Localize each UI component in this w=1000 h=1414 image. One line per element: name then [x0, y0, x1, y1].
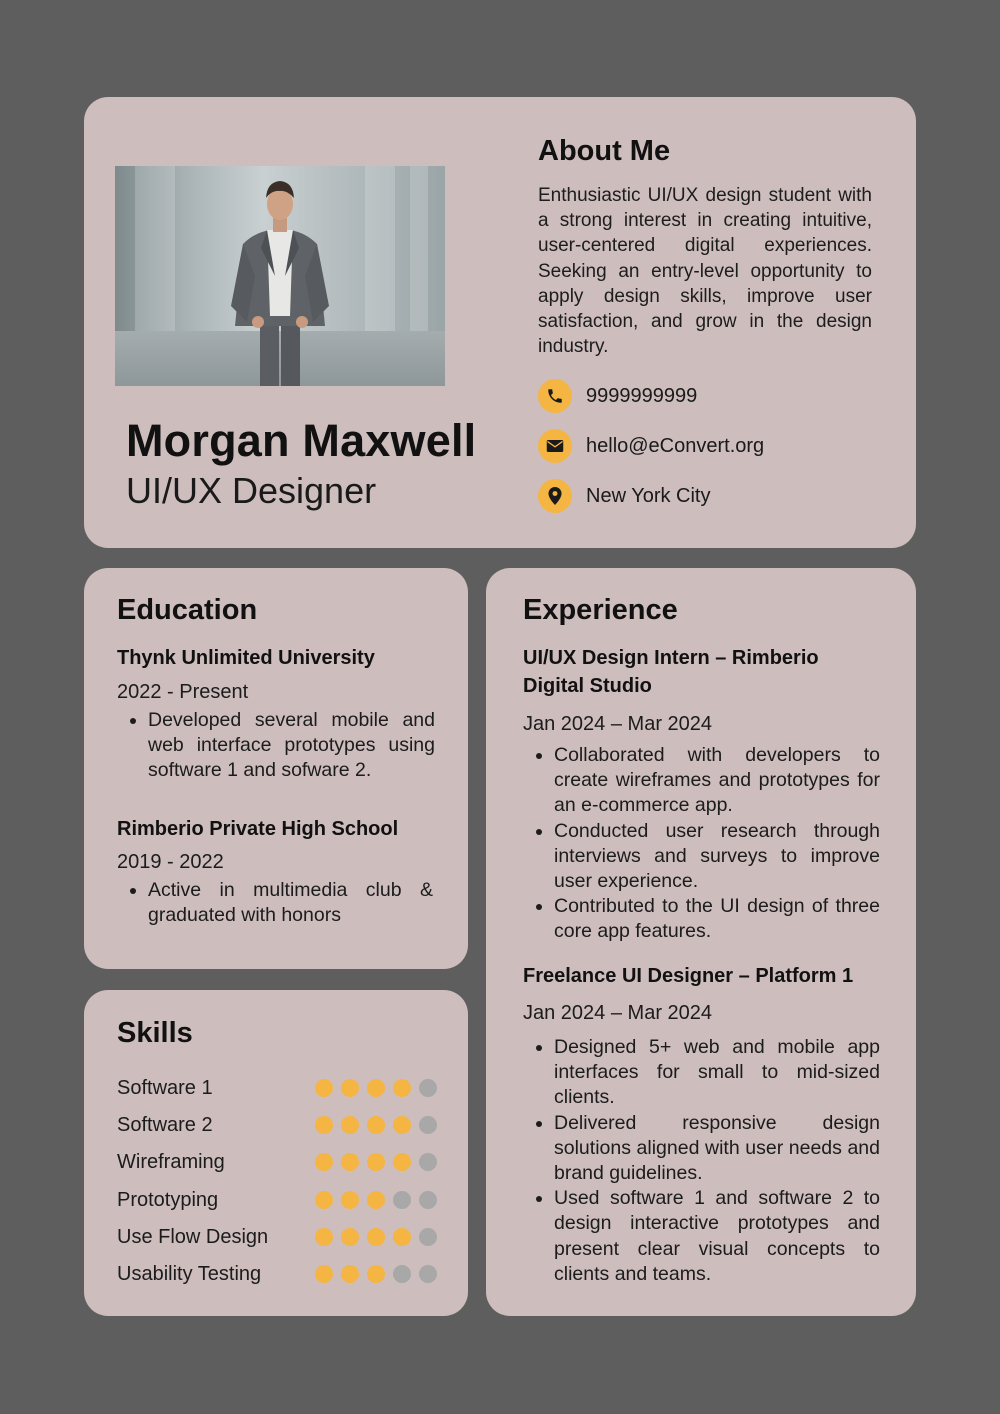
rating-dot-filled: [341, 1153, 359, 1171]
rating-dot-filled: [367, 1153, 385, 1171]
rating-dot-filled: [367, 1116, 385, 1134]
rating-dot-empty: [419, 1079, 437, 1097]
experience-dates: Jan 2024 – Mar 2024: [523, 713, 713, 735]
experience-dates: Jan 2024 – Mar 2024: [523, 1002, 713, 1024]
skill-row: [117, 1260, 437, 1288]
profile-photo: [115, 166, 445, 386]
experience-card: [486, 568, 916, 1316]
list-item: • Designed 5+ web and mobile app interfaces for small to mid-sized clients.: [554, 1035, 880, 1111]
list-item: • Collaborated with developers to create wireframes and prototypes for an e-commerce app.: [554, 743, 880, 819]
phone-icon: [538, 379, 572, 413]
rating-dot-filled: [393, 1153, 411, 1171]
rating-dot-filled: [341, 1079, 359, 1097]
skill-rating: [315, 1228, 437, 1246]
skill-name: Wireframing: [117, 1150, 225, 1173]
skill-name: Software 1: [117, 1076, 213, 1099]
about-title: About Me: [538, 135, 671, 167]
skill-name: Prototyping: [117, 1188, 219, 1211]
profile-card: [84, 97, 916, 548]
rating-dot-filled: [367, 1079, 385, 1097]
candidate-name: Morgan Maxwell: [126, 415, 477, 466]
skill-rating: [315, 1191, 437, 1209]
rating-dot-filled: [315, 1265, 333, 1283]
skill-row: [117, 1111, 437, 1139]
email-address: hello@eConvert.org: [586, 434, 765, 457]
rating-dot-filled: [393, 1079, 411, 1097]
rating-dot-empty: [419, 1228, 437, 1246]
rating-dot-filled: [315, 1079, 333, 1097]
rating-dot-filled: [315, 1153, 333, 1171]
contact-phone: [538, 379, 697, 413]
skill-rating: [315, 1079, 437, 1097]
rating-dot-empty: [419, 1116, 437, 1134]
education-years: 2019 - 2022: [117, 851, 224, 873]
list-item: • Used software 1 and software 2 to design interactive prototypes and present clear visual concepts to clients and teams.: [554, 1186, 880, 1287]
skill-row: [117, 1186, 437, 1214]
skills-title: Skills: [117, 1017, 193, 1049]
education-card: [84, 568, 468, 969]
contact-email: [538, 429, 764, 463]
rating-dot-filled: [393, 1228, 411, 1246]
education-school: Rimberio Private High School: [117, 818, 399, 840]
experience-title: Experience: [523, 594, 678, 626]
list-item: • Active in multimedia club & graduated with honors: [148, 878, 433, 928]
education-bullets: [117, 708, 435, 784]
list-item: • Conducted user research through interviews and surveys to improve user experience.: [554, 819, 880, 895]
rating-dot-filled: [315, 1116, 333, 1134]
skill-name: Software 2: [117, 1113, 213, 1136]
location-pin-icon: [538, 479, 572, 513]
experience-bullets: [523, 743, 880, 945]
education-years: 2022 - Present: [117, 681, 249, 703]
rating-dot-filled: [341, 1191, 359, 1209]
list-item: • Developed several mobile and web interface prototypes using software 1 and sofware 2.: [148, 708, 435, 784]
rating-dot-filled: [367, 1265, 385, 1283]
mail-icon: [538, 429, 572, 463]
rating-dot-empty: [419, 1191, 437, 1209]
experience-role: UI/UX Design Intern – Rimberio Digital Studio: [523, 647, 819, 697]
rating-dot-filled: [315, 1191, 333, 1209]
rating-dot-filled: [341, 1265, 359, 1283]
contact-location: [538, 479, 711, 513]
location-text: New York City: [586, 484, 711, 507]
rating-dot-filled: [393, 1116, 411, 1134]
skill-name: Usability Testing: [117, 1262, 262, 1285]
list-item: • Contributed to the UI design of three core app features.: [554, 894, 880, 944]
rating-dot-filled: [367, 1191, 385, 1209]
skill-rating: [315, 1116, 437, 1134]
experience-role: Freelance UI Designer – Platform 1: [523, 965, 854, 987]
rating-dot-filled: [341, 1116, 359, 1134]
skill-row: [117, 1148, 437, 1176]
education-title: Education: [117, 594, 258, 626]
skill-rating: [315, 1153, 437, 1171]
skill-row: [117, 1074, 437, 1102]
rating-dot-filled: [367, 1228, 385, 1246]
rating-dot-empty: [419, 1153, 437, 1171]
experience-bullets: [523, 1035, 880, 1287]
education-bullets: [117, 878, 433, 928]
rating-dot-filled: [341, 1228, 359, 1246]
skill-name: Use Flow Design: [117, 1225, 269, 1248]
list-item: • Delivered responsive design solutions aligned with user needs and brand guidelines.: [554, 1111, 880, 1187]
rating-dot-filled: [315, 1228, 333, 1246]
skill-rating: [315, 1265, 437, 1283]
rating-dot-empty: [393, 1191, 411, 1209]
skills-card: [84, 990, 468, 1316]
about-text: Enthusiastic UI/UX design student with a strong interest in creating intuitive, user-centered digital experiences. Seeking an entry-level opportunity to apply design skills, improve user satisfaction, and grow in the design industry.: [538, 185, 872, 358]
phone-number: 9999999999: [586, 384, 698, 407]
rating-dot-empty: [393, 1265, 411, 1283]
education-school: Thynk Unlimited University: [117, 647, 375, 669]
rating-dot-empty: [419, 1265, 437, 1283]
skill-row: [117, 1223, 437, 1251]
candidate-role: UI/UX Designer: [126, 470, 377, 511]
